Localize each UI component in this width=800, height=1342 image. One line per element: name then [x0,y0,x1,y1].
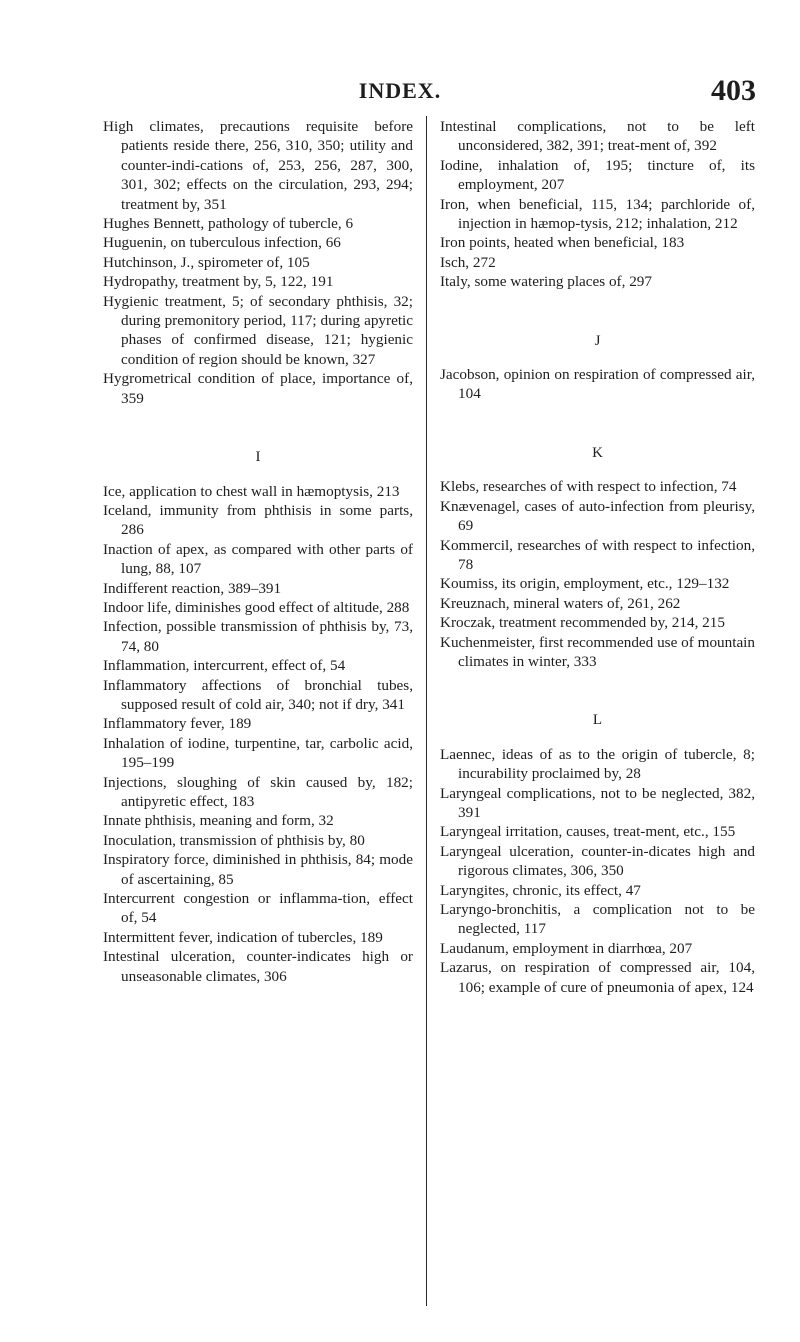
right-column [440,117,755,997]
index-entry: Inoculation, transmission of phthisis by, 80 [103,831,365,849]
page-title: INDEX. [358,78,442,103]
index-entry: Intercurrent congestion or inflamma-tion, effect of, 54 [103,890,413,927]
left-i-entries [103,482,413,987]
index-entry: Laryngeal ulceration, counter-in-dicates high and rigorous climates, 306, 350 [440,842,755,880]
index-entry: Iodine, inhalation of, 195; tincture of, its employment, 207 [440,156,755,194]
left-h-entries [103,117,413,408]
index-entry: Laryngites, chronic, its effect, 47 [440,881,641,899]
index-entry: Ice, application to chest wall in hæmoptysis, 213 [103,482,400,500]
right-i-entries [440,117,755,292]
index-entry: Isch, 272 [440,253,496,271]
index-entry: Kommercil, researches of with respect to infection, 78 [440,536,755,573]
index-entry: Hutchinson, J., spirometer of, 105 [103,253,310,271]
index-entry: Knævenagel, cases of auto-infection from pleurisy, 69 [440,497,755,535]
index-entry: Hydropathy, treatment by, 5, 122, 191 [103,273,334,291]
index-entry: Innate phthisis, meaning and form, 32 [103,812,334,830]
index-entry: Indifferent reaction, 389–391 [103,579,282,597]
right-l-entries [440,745,755,997]
index-entry: Infection, possible transmission of phthisis by, 73, 74, 80 [103,618,413,655]
index-entry: Intestinal complications, not to be left unconsidered, 382, 391; treat-ment of, 392 [440,118,755,155]
page-number: 403 [711,74,756,107]
right-k-entries [440,477,755,671]
index-entry: High climates, precautions requisite before patients reside there, 256, 310, 350; utility and counter-indi-cations of, 253, 256, 287, 300, 301, 302; effects on the circulation, 293, 294; treatment by, 351 [103,118,413,213]
index-entry: Inspiratory force, diminished in phthisis, 84; mode of ascertaining, 85 [103,851,413,888]
index-entry: Inaction of apex, as compared with other parts of lung, 88, 107 [103,540,413,578]
index-entry: Iron, when beneficial, 115, 134; parchloride of, injection in hæmop-tysis, 212; inhalation, 212 [440,195,755,233]
index-entry: Iron points, heated when beneficial, 183 [440,234,685,252]
index-entry: Kuchenmeister, first recommended use of mountain climates in winter, 333 [440,633,755,670]
index-entry: Iceland, immunity from phthisis in some parts, 286 [103,501,413,539]
section-letter-i: I [255,449,261,466]
index-entry: Inflammatory affections of bronchial tubes, supposed result of cold air, 340; not if dry, 341 [103,676,413,713]
section-letter-j: J [594,332,601,349]
index-entry: Lazarus, on respiration of compressed air, 104, 106; example of cure of pneumonia of apex, 124 [440,959,755,996]
index-entry: Hughes Bennett, pathology of tubercle, 6 [103,215,354,233]
right-j-entries [440,365,755,404]
index-entry: Injections, sloughing of skin caused by, 182; antipyretic effect, 183 [103,773,413,810]
index-entry: Inhalation of iodine, turpentine, tar, carbolic acid, 195–199 [103,734,413,772]
index-entry: Kroczak, treatment recommended by, 214, 215 [440,614,725,632]
index-entry: Intestinal ulceration, counter-indicates high or unseasonable climates, 306 [103,948,413,985]
index-entry: Inflammation, intercurrent, effect of, 54 [103,657,346,675]
index-entry: Huguenin, on tuberculous infection, 66 [103,234,341,252]
index-entry: Kreuznach, mineral waters of, 261, 262 [440,594,681,612]
index-entry: Klebs, researches of with respect to infection, 74 [440,478,737,496]
running-head [0,74,800,110]
index-entry: Inflammatory fever, 189 [103,715,252,733]
index-entry: Laryngeal complications, not to be neglected, 382, 391 [440,784,755,821]
left-column [103,117,413,986]
index-entry: Hygrometrical condition of place, importance of, 359 [103,370,413,407]
index-entry: Intermittent fever, indication of tubercles, 189 [103,928,383,946]
index-entry: Laennec, ideas of as to the origin of tubercle, 8; incurability proclaimed by, 28 [440,745,755,783]
index-entry: Jacobson, opinion on respiration of compressed air, 104 [440,366,755,403]
index-entry: Laryngeal irritation, causes, treat-ment, etc., 155 [440,823,736,841]
column-divider [426,116,427,1306]
index-entry: Italy, some watering places of, 297 [440,273,652,291]
index-entry: Koumiss, its origin, employment, etc., 129–132 [440,575,730,593]
index-entry: Laudanum, employment in diarrhœa, 207 [440,939,693,957]
index-entry: Hygienic treatment, 5; of secondary phthisis, 32; during premonitory period, 117; during apyretic phases of confirmed disease, 121; hygienic condition of region should be known, 327 [103,292,413,368]
index-entry: Laryngo-bronchitis, a complication not to be neglected, 117 [440,901,755,938]
index-entry: Indoor life, diminishes good effect of altitude, 288 [103,598,410,616]
section-letter-k: K [592,444,603,461]
section-letter-l: L [592,712,603,729]
